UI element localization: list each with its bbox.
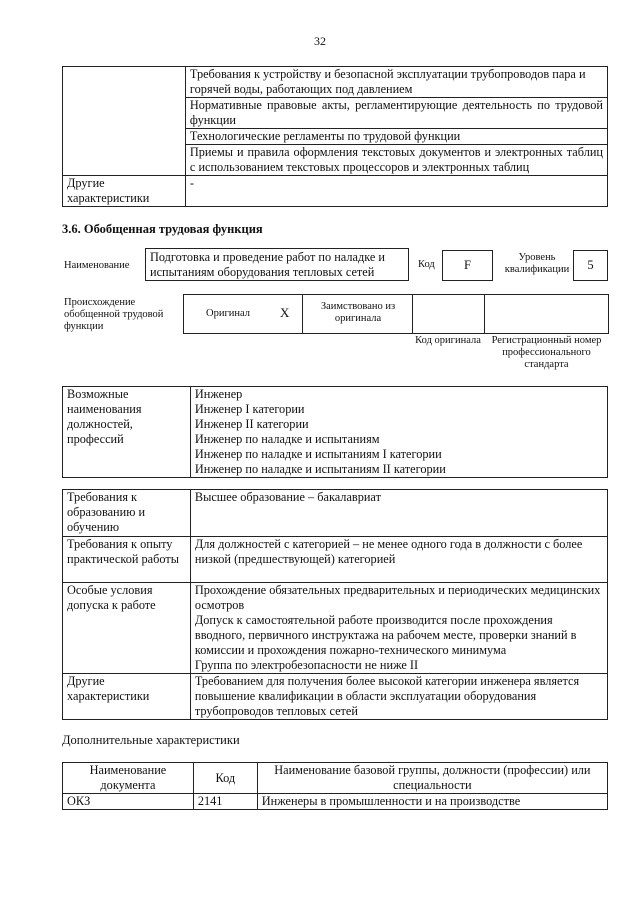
- column-header: Наименование базовой группы, должности (профессии) или специальности: [257, 763, 607, 794]
- page-number: 32: [314, 34, 326, 48]
- other-value: -: [185, 176, 607, 207]
- table-row: [63, 537, 608, 583]
- level-label: Уровень квалификации: [504, 252, 570, 275]
- original-mark: X: [280, 305, 290, 320]
- level-value: 5: [573, 250, 608, 281]
- origin-box: [183, 294, 609, 334]
- divider: [302, 295, 303, 333]
- column-header: Наименование документа: [63, 763, 194, 794]
- table-row: [63, 583, 608, 674]
- code-original-label: Код оригинала: [415, 335, 481, 346]
- positions-list: [190, 387, 607, 478]
- table-row: [63, 67, 608, 98]
- table-row: [63, 387, 608, 478]
- list-item: Допуск к самостоятельной работе производится после прохождения вводного, первичного инструктажа на рабочем месте, проверки знаний в комиссии и прохождения пожарно-технического минимума: [194, 613, 577, 657]
- table-cell: Технологические регламенты по трудовой функции: [185, 129, 607, 145]
- table-cell: Приемы и правила оформления текстовых документов и электронных таблиц с использованием текстовых процессоров и электронных таблиц: [185, 145, 607, 176]
- positions-table: [62, 386, 608, 478]
- list-item: Инженер по наладке и испытаниям I категории: [194, 447, 442, 461]
- list-item: Прохождение обязательных предварительных и периодических медицинских осмотров: [194, 583, 601, 612]
- experience-value: Для должностей с категорией – не менее одного года в должности с более низкой (предшествующей) категорией: [190, 537, 607, 583]
- requirements-table: [62, 489, 608, 720]
- education-label: Требования к образованию и обучению: [63, 490, 191, 537]
- list-item: Инженер: [194, 387, 243, 401]
- table-cell: Нормативные правовые акты, регламентирующие деятельность по трудовой функции: [185, 98, 607, 129]
- conditions-label: Особые условия допуска к работе: [63, 583, 191, 674]
- other-label: Другие характеристики: [63, 176, 186, 207]
- borrowed-label: Заимствовано из оригинала: [320, 301, 396, 324]
- table-header-row: [63, 763, 608, 794]
- code-label: Код: [418, 259, 435, 270]
- other-label: Другие характеристики: [63, 674, 191, 720]
- list-item: Инженер II категории: [194, 417, 309, 431]
- other-value: Требованием для получения более высокой категории инженера является повышение квалификации в области эксплуатации оборудования трубопроводов тепловых сетей: [190, 674, 607, 720]
- name-value: Подготовка и проведение работ по наладке и испытаниям оборудования тепловых сетей: [145, 248, 409, 281]
- section-title: 3.6. Обобщенная трудовая функция: [62, 222, 263, 236]
- table-cell: 2141: [193, 794, 257, 810]
- empty-cell: [63, 67, 186, 176]
- list-item: Инженер по наладке и испытаниям: [194, 432, 380, 446]
- divider: [412, 295, 413, 333]
- original-label: Оригинал: [206, 308, 250, 319]
- table-row: [63, 794, 608, 810]
- education-value: Высшее образование – бакалавриат: [190, 490, 607, 537]
- additional-title: Дополнительные характеристики: [62, 733, 240, 747]
- experience-label: Требования к опыту практической работы: [63, 537, 191, 583]
- table-cell: Инженеры в промышленности и на производстве: [257, 794, 607, 810]
- list-item: Инженер I категории: [194, 402, 305, 416]
- code-value: F: [442, 250, 493, 281]
- table-row: [63, 176, 608, 207]
- origin-label: Происхождение обобщенной трудовой функции: [64, 297, 164, 332]
- table-row: [63, 490, 608, 537]
- top-table: [62, 66, 608, 207]
- table-cell: ОКЗ: [63, 794, 194, 810]
- conditions-value: [190, 583, 607, 674]
- positions-label: Возможные наименования должностей, профессий: [63, 387, 191, 478]
- name-label: Наименование: [64, 260, 130, 271]
- column-header: Код: [193, 763, 257, 794]
- table-row: [63, 674, 608, 720]
- list-item: Инженер по наладке и испытаниям II категории: [194, 462, 446, 476]
- list-item: Группа по электробезопасности не ниже II: [194, 658, 419, 672]
- reg-number-label: Регистрационный номер профессионального стандарта: [491, 335, 602, 370]
- divider: [484, 295, 485, 333]
- additional-table: [62, 762, 608, 810]
- table-cell: Требования к устройству и безопасной эксплуатации трубопроводов пара и горячей воды, работающих под давлением: [185, 67, 607, 98]
